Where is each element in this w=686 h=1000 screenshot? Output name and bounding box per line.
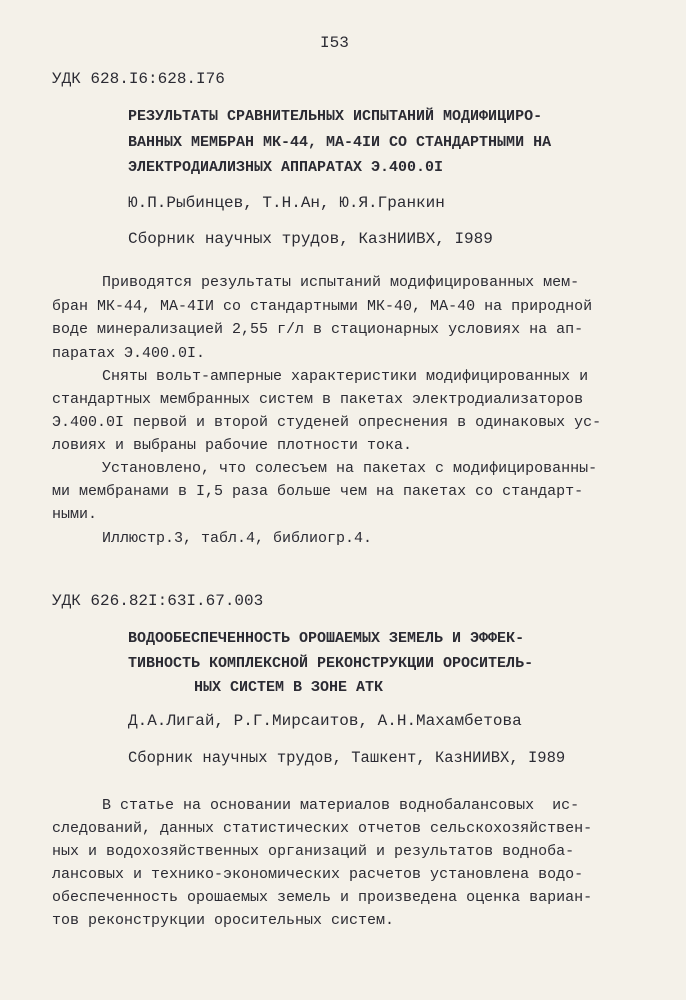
article-body-line: ми мембранами в I,5 раза больше чем на пакетах со стандарт- — [52, 483, 584, 500]
article-source: Сборник научных трудов, Ташкент, КазНИИВХ, I989 — [128, 749, 566, 767]
article-body-line: воде минерализацией 2,55 г/л в стационарных условиях на ап- — [52, 321, 584, 338]
article-title-line: ВАННЫХ МЕМБРАН МК-44, МА-4IИ СО СТАНДАРТНЫМИ НА — [128, 134, 552, 151]
article-body-line: ными. — [52, 506, 98, 523]
article-source: Сборник научных трудов, КазНИИВХ, I989 — [128, 230, 493, 248]
article-title-line: ВОДООБЕСПЕЧЕННОСТЬ ОРОШАЕМЫХ ЗЕМЕЛЬ И ЭФФЕК- — [128, 630, 525, 647]
article-body-line: тов реконструкции оросительных систем. — [52, 912, 395, 929]
article-title-line: ЭЛЕКТРОДИАЛИЗНЫХ АППАРАТАХ Э.400.0I — [128, 159, 444, 176]
article-body-line: следований, данных статистических отчетов сельскохозяйствен- — [52, 820, 593, 837]
article-illustrations: Иллюстр.3, табл.4, библиогр.4. — [102, 530, 373, 547]
article-body-line: стандартных мембранных систем в пакетах электродиализаторов — [52, 391, 584, 408]
udk-code: УДК 626.82I:63I.67.003 — [52, 592, 264, 610]
udk-code: УДК 628.I6:628.I76 — [52, 70, 225, 88]
article-title-line: РЕЗУЛЬТАТЫ СРАВНИТЕЛЬНЫХ ИСПЫТАНИЙ МОДИФИЦИРО- — [128, 108, 543, 125]
article-body-line: паратах Э.400.0I. — [52, 345, 206, 362]
article-title-line: ТИВНОСТЬ КОМПЛЕКСНОЙ РЕКОНСТРУКЦИИ ОРОСИТЕЛЬ- — [128, 655, 534, 672]
article-body-line: обеспеченность орошаемых земель и произведена оценка вариан- — [52, 889, 593, 906]
article-body-line: ловиях и выбраны рабочие плотности тока. — [52, 437, 413, 454]
article-body-line: В статье на основании материалов воднобалансовых ис- — [102, 797, 580, 814]
article-body-line: Установлено, что солесъем на пакетах с модифицированны- — [102, 460, 598, 477]
article-body-line: Э.400.0I первой и второй студеней опреснения в одинаковых ус- — [52, 414, 602, 431]
article-body-line: бран МК-44, МА-4IИ со стандартными МК-40, МА-40 на природной — [52, 298, 593, 315]
article-body-line: лансовых и технико-экономических расчетов установлена водо- — [52, 866, 584, 883]
article-body-line: Сняты вольт-амперные характеристики модифицированных и — [102, 368, 589, 385]
article-body-line: ных и водохозяйственных организаций и результатов воднобa- — [52, 843, 575, 860]
article-authors: Д.А.Лигай, Р.Г.Мирсаитов, А.Н.Махамбетова — [128, 712, 522, 730]
article-body-line: Приводятся результаты испытаний модифицированных мем- — [102, 274, 580, 291]
article-title-line: НЫХ СИСТЕМ В ЗОНЕ АТК — [194, 679, 384, 696]
article-authors: Ю.П.Рыбинцев, Т.Н.Ан, Ю.Я.Гранкин — [128, 194, 445, 212]
page-number: I53 — [320, 34, 349, 52]
